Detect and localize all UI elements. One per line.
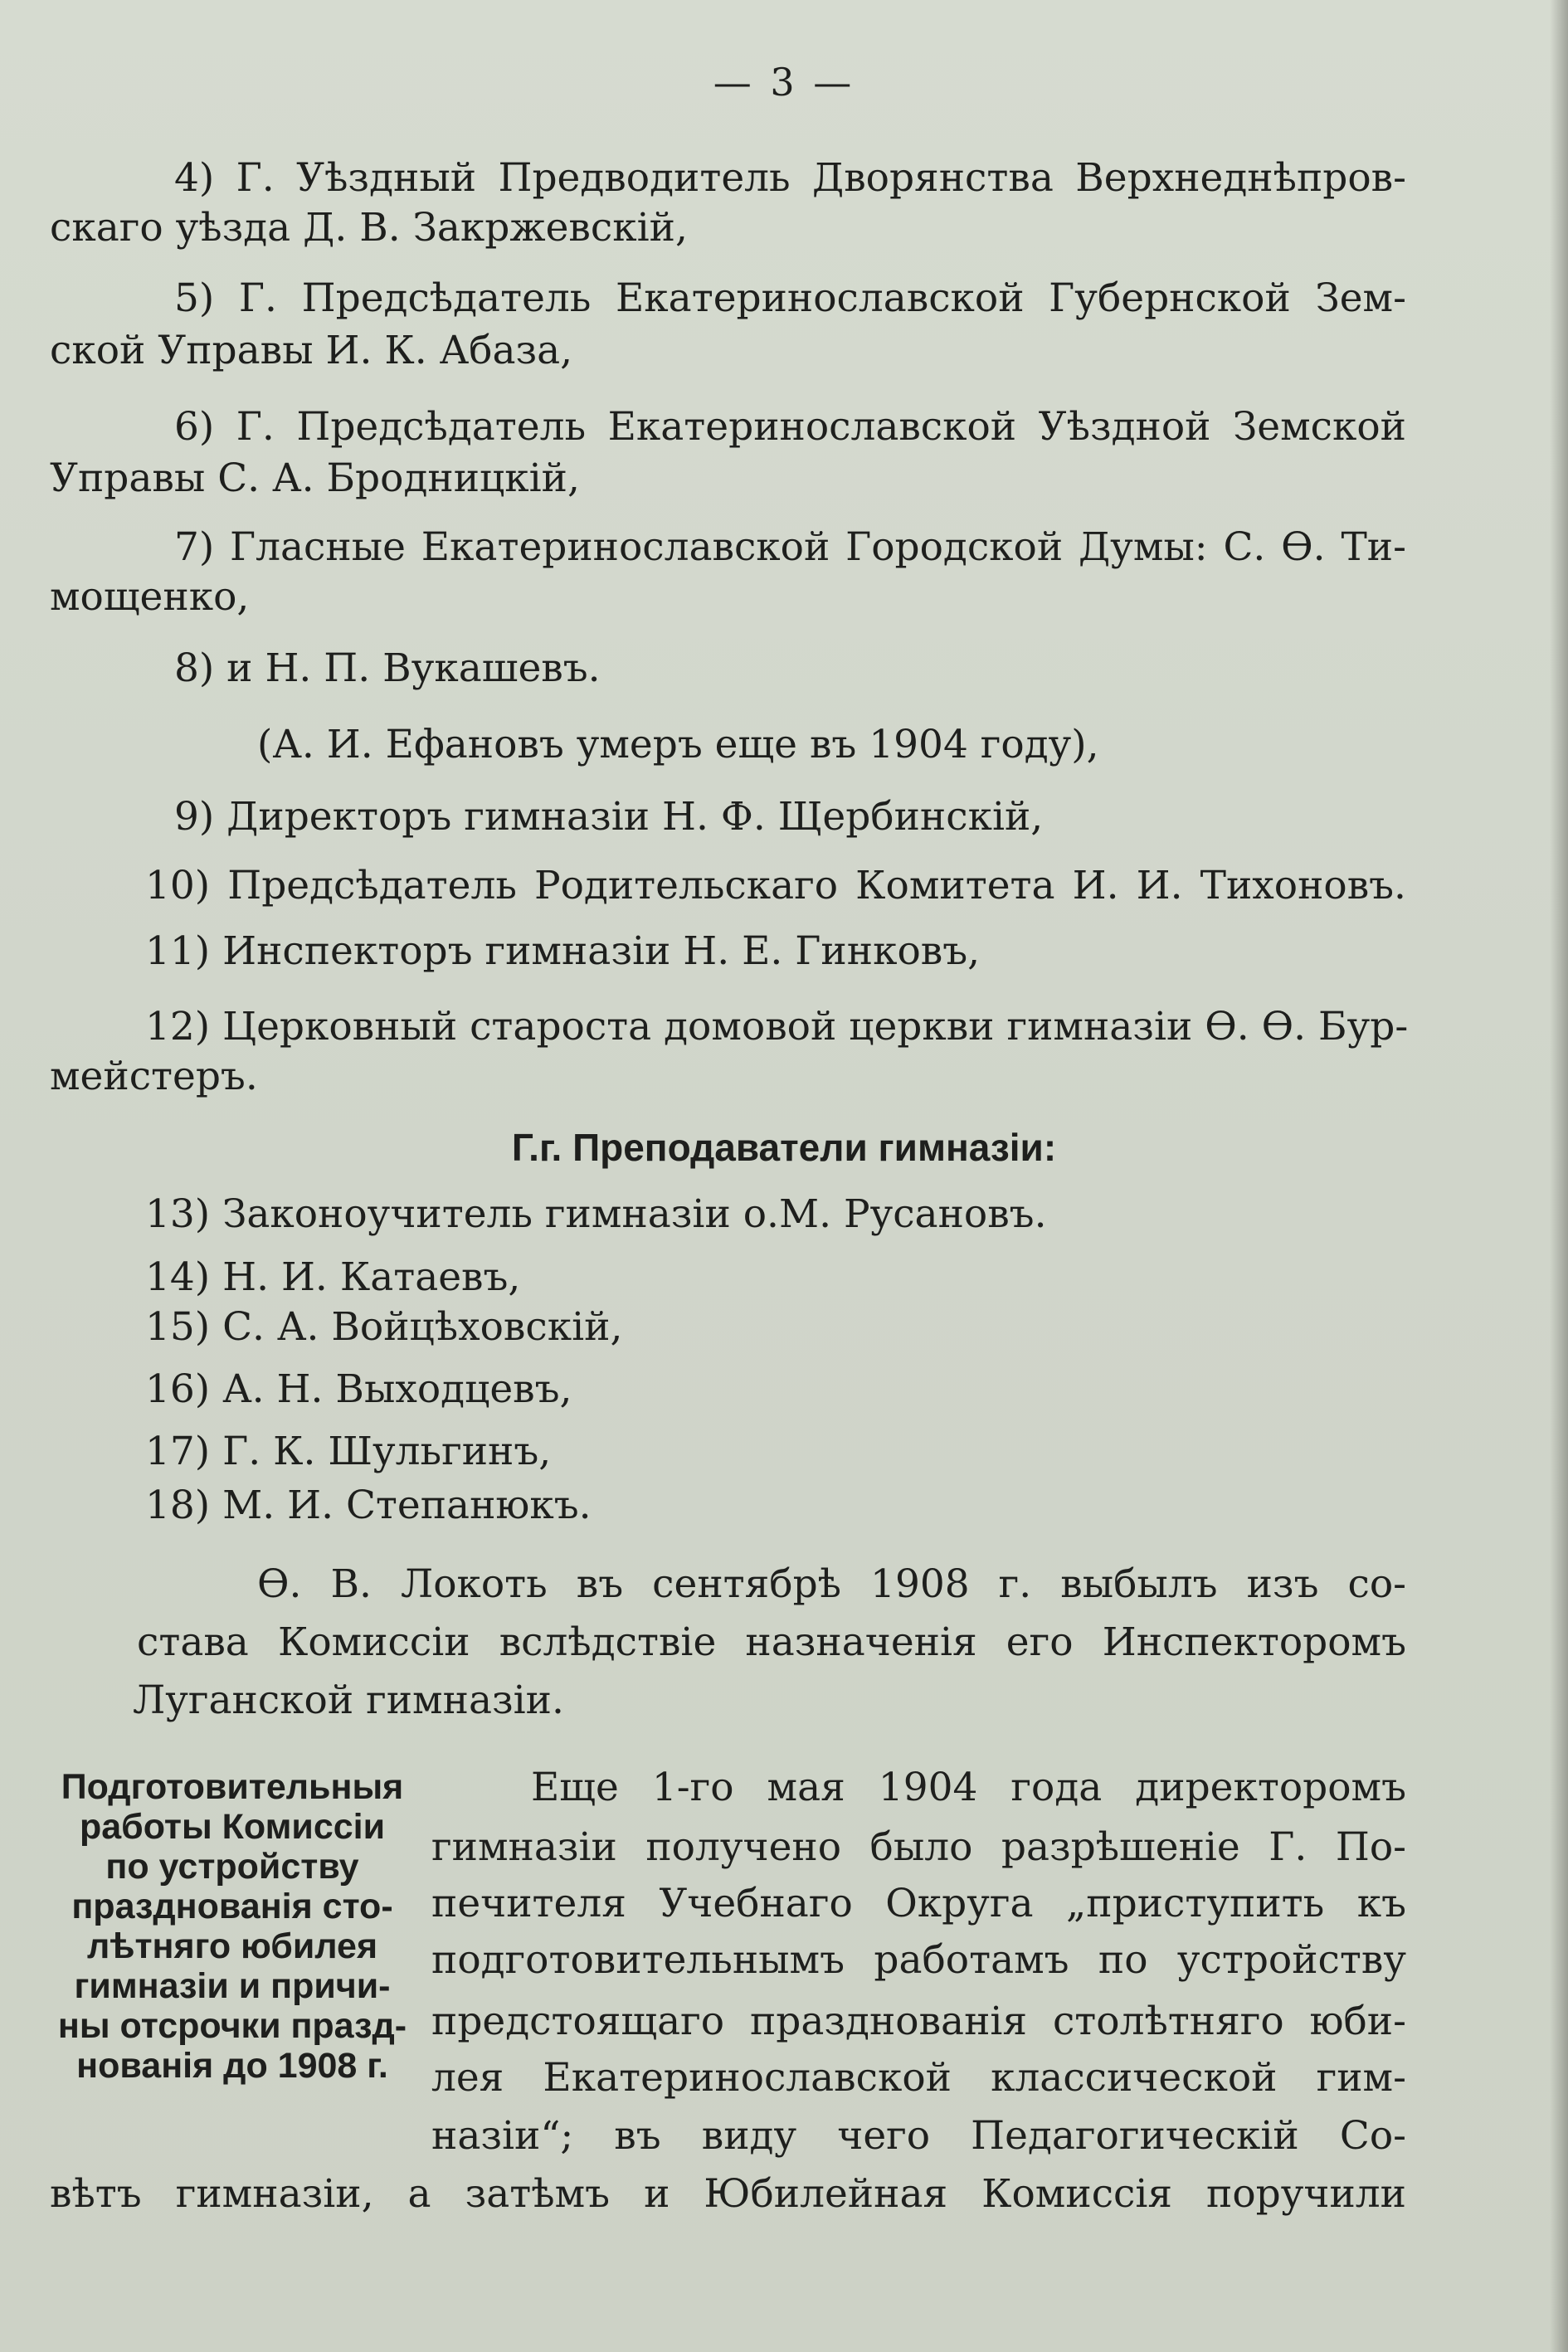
member-line: 4) Г. Уѣздный Предводитель Дворянства Верхнеднѣпров- — [174, 155, 1406, 201]
margin-note-line: по устройству — [105, 1847, 359, 1887]
member-line: мейстеръ. — [50, 1054, 258, 1099]
note-line: Ѳ. В. Локоть въ сентябрѣ 1908 г. выбылъ изъ со- — [257, 1561, 1406, 1607]
member-line: Управы С. А. Бродницкій, — [50, 455, 580, 501]
margin-note-line: лѣтняго юбилея — [86, 1926, 378, 1966]
member-line: 12) Церковный староста домовой церкви гимназіи Ѳ. Ѳ. Бур- — [145, 1004, 1409, 1049]
margin-note-line: ны отсрочки празд- — [57, 2006, 407, 2046]
member-line: 9) Директоръ гимназіи Н. Ф. Щербинскій, — [174, 794, 1044, 840]
teacher-line: 13) Законоучитель гимназіи о.М. Русановъ. — [145, 1191, 1047, 1237]
body-line: предстоящаго празднованія столѣтняго юби- — [431, 1999, 1406, 2044]
body-line: Еще 1-го мая 1904 года директоромъ — [531, 1765, 1406, 1810]
margin-note — [41, 1767, 423, 2086]
teacher-line: 18) М. И. Степанюкъ. — [145, 1483, 592, 1528]
note-line: Луганской гимназіи. — [133, 1678, 564, 1723]
member-line: (А. И. Ефановъ умеръ еще въ 1904 году), — [257, 722, 1099, 767]
teacher-line: 17) Г. К. Шульгинъ, — [145, 1429, 552, 1474]
margin-note-line: гимназіи и причи- — [74, 1966, 391, 2006]
member-line: 8) и Н. П. Вукашевъ. — [174, 645, 601, 691]
body-line: лея Екатеринославской классической гим- — [431, 2055, 1406, 2101]
note-line: става Комиссіи вслѣдствіе назначенія его Инспекторомъ — [137, 1619, 1406, 1665]
member-line: 10) Предсѣдатель Родительскаго Комитета И. И. Тихоновъ. — [145, 863, 1406, 908]
body-line: назіи“; въ виду чего Педагогическій Со- — [431, 2113, 1406, 2159]
margin-note-line: нованія до 1908 г. — [76, 2046, 388, 2086]
member-line: 5) Г. Предсѣдатель Екатеринославской Губернской Зем- — [174, 275, 1406, 321]
teacher-line: 16) А. Н. Выходцевъ, — [145, 1366, 572, 1412]
margin-note-line: работы Комиссіи — [79, 1807, 386, 1847]
member-line: 11) Инспекторъ гимназіи Н. Е. Гинковъ, — [145, 928, 981, 974]
margin-note-line: Подготовительныя — [61, 1767, 404, 1807]
page-number: — 3 — — [713, 60, 855, 105]
section-heading: Г.г. Преподаватели гимназіи: — [511, 1126, 1057, 1169]
body-line: вѣтъ гимназіи, а затѣмъ и Юбилейная Комиссія поручили — [50, 2171, 1406, 2217]
member-line: скаго уѣзда Д. В. Закржевскій, — [50, 205, 688, 251]
member-line: 6) Г. Предсѣдатель Екатеринославской Уѣздной Земской — [174, 404, 1406, 450]
member-line: ской Управы И. К. Абаза, — [50, 328, 573, 373]
teacher-line: 15) С. А. Войцѣховскій, — [145, 1304, 623, 1350]
margin-note-line: празднованія сто- — [71, 1887, 393, 1926]
body-line: гимназіи получено было разрѣшеніе Г. По- — [431, 1824, 1406, 1870]
member-line: мощенко, — [50, 574, 250, 620]
body-line: подготовительнымъ работамъ по устройству — [431, 1937, 1406, 1983]
page-edge-shadow — [1550, 0, 1568, 2352]
body-line: печителя Учебнаго Округа „приступить къ — [431, 1881, 1406, 1926]
member-line: 7) Гласные Екатеринославской Городской Думы: С. Ѳ. Ти- — [174, 524, 1406, 570]
teacher-line: 14) Н. И. Катаевъ, — [145, 1254, 521, 1300]
